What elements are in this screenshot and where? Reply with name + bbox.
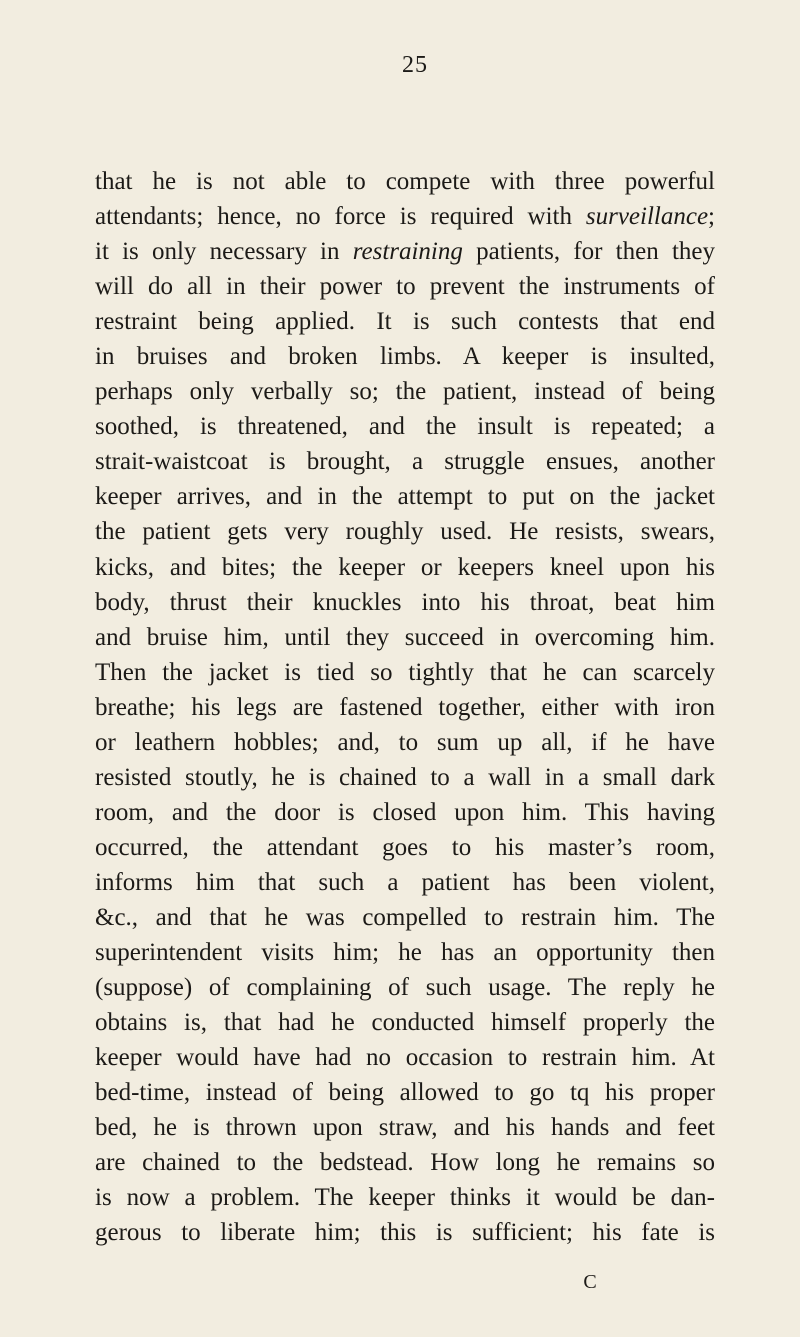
text-line-segment: room, and the door is closed upon him. This having <box>95 798 715 826</box>
text-line-segment: restraint being applied. It is such contests that end <box>95 308 715 336</box>
page-number: 25 <box>402 52 428 78</box>
text-line-segment: &c., and that he was compelled to restrain him. The <box>95 903 715 931</box>
text-line-segment: soothed, is threatened, and the insult is repeated; a <box>95 413 715 441</box>
text-line <box>95 620 715 655</box>
text-line <box>95 1040 715 1075</box>
text-line <box>95 725 715 760</box>
text-line <box>95 269 715 304</box>
text-line <box>95 409 715 444</box>
text-line <box>95 374 715 409</box>
text-line-segment: is now a problem. The keeper thinks it would be dan- <box>95 1184 715 1212</box>
text-line-segment: will do all in their power to prevent the instruments of <box>95 273 715 301</box>
text-line-segment: obtains is, that had he conducted himself properly the <box>95 1009 715 1037</box>
text-line <box>95 1145 715 1180</box>
text-line-segment: keeper arrives, and in the attempt to put on the jacket <box>95 483 715 511</box>
text-line-segment: bed, he is thrown upon straw, and his hands and feet <box>95 1114 715 1142</box>
text-line <box>95 1215 715 1250</box>
text-line <box>95 514 715 549</box>
text-line-segment: informs him that such a patient has been violent, <box>95 868 715 896</box>
italic-emphasis: surveillance <box>585 203 709 231</box>
text-line-segment: perhaps only verbally so; the patient, instead of being <box>95 378 715 406</box>
text-line-segment: gerous to liberate him; this is sufficient; his fate is <box>95 1219 715 1247</box>
text-line-segment: superintendent visits him; he has an opportunity then <box>95 939 715 967</box>
text-line <box>95 339 715 374</box>
text-line-segment: body, thrust their knuckles into his throat, beat him <box>95 588 715 616</box>
text-line-segment: it is only necessary in <box>95 238 353 266</box>
text-line <box>95 760 715 795</box>
text-line <box>95 304 715 339</box>
text-line-segment: breathe; his legs are fastened together, either with iron <box>95 693 715 721</box>
text-line <box>95 935 715 970</box>
text-line-segment: the patient gets very roughly used. He resists, swears, <box>95 518 715 546</box>
text-line-segment: patients, for then they <box>462 238 715 266</box>
text-line <box>95 1005 715 1040</box>
text-line-segment: and bruise him, until they succeed in overcoming him. <box>95 623 715 651</box>
text-line-segment: that he is not able to compete with three powerful <box>95 168 715 195</box>
text-line-segment: kicks, and bites; the keeper or keepers kneel upon his <box>95 553 715 581</box>
text-line-segment: ; <box>708 203 715 231</box>
italic-emphasis: restraining <box>352 238 463 266</box>
text-line <box>95 655 715 690</box>
text-line <box>95 970 715 1005</box>
text-line <box>95 444 715 479</box>
text-line-segment: are chained to the bedstead. How long he remains so <box>95 1149 715 1177</box>
text-line <box>95 1075 715 1110</box>
text-line-segment: (suppose) of complaining of such usage. The reply he <box>95 974 715 1002</box>
body-paragraph <box>95 164 715 1250</box>
text-line-segment: bed-time, instead of being allowed to go tq his proper <box>95 1079 715 1107</box>
text-line <box>95 1180 715 1215</box>
text-line <box>95 479 715 514</box>
text-line <box>95 234 715 269</box>
text-line-segment: occurred, the attendant goes to his master’s room, <box>95 833 715 861</box>
text-line <box>95 164 715 199</box>
text-line <box>95 795 715 830</box>
text-line <box>95 690 715 725</box>
text-line <box>95 550 715 585</box>
text-line-segment: in bruises and broken limbs. A keeper is insulted, <box>95 343 715 371</box>
text-line <box>95 585 715 620</box>
text-line-segment: resisted stoutly, he is chained to a wall in a small dark <box>95 763 715 791</box>
text-line-segment: Then the jacket is tied so tightly that he can scarcely <box>95 658 715 686</box>
text-line-segment: keeper would have had no occasion to restrain him. At <box>95 1044 715 1072</box>
text-line <box>95 830 715 865</box>
text-line <box>95 900 715 935</box>
text-line <box>95 1110 715 1145</box>
text-line-segment: or leathern hobbles; and, to sum up all, if he have <box>95 728 715 756</box>
signature-mark: C <box>583 1271 597 1293</box>
text-line-segment: strait-waistcoat is brought, a struggle ensues, another <box>95 448 715 476</box>
text-line-segment: attendants; hence, no force is required with <box>95 203 586 231</box>
text-line <box>95 199 715 234</box>
text-line <box>95 865 715 900</box>
